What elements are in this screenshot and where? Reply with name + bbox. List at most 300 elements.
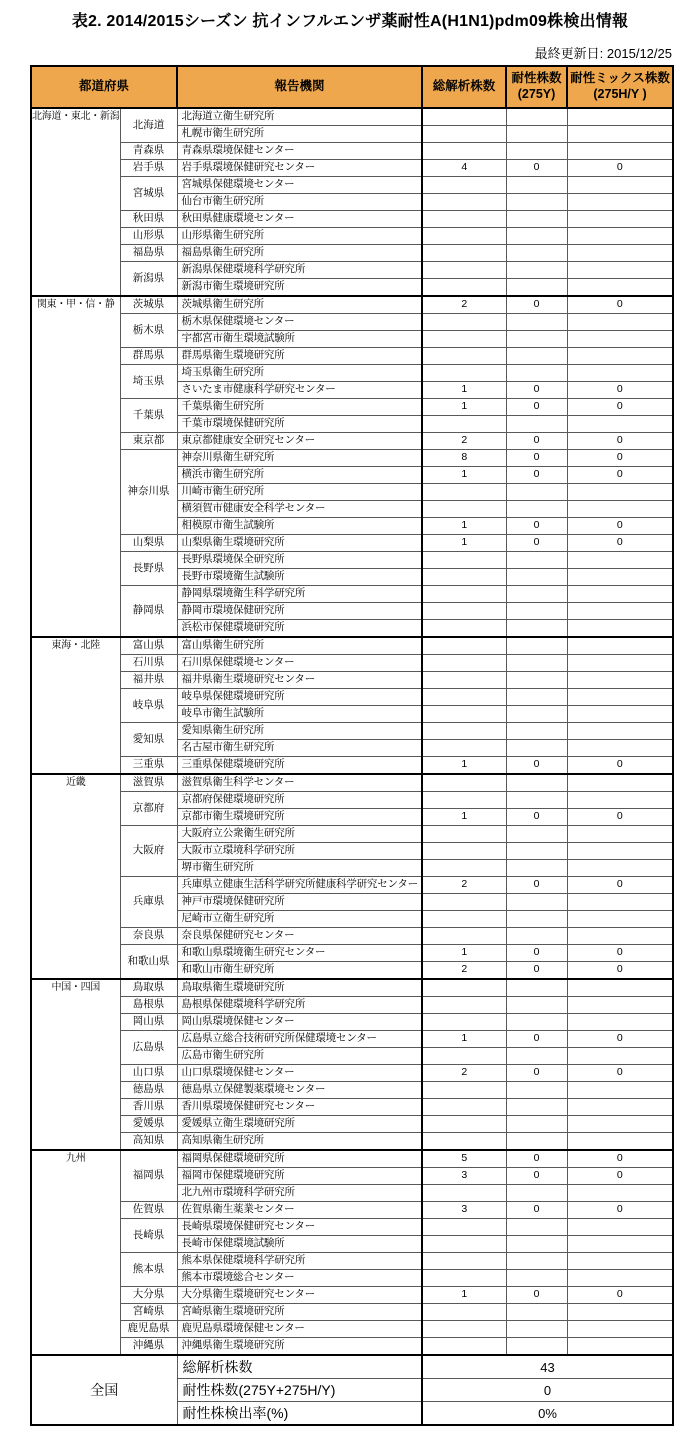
- table-row: [31, 1014, 673, 1031]
- prefecture-cell: 北海道: [120, 108, 177, 143]
- table-row: [31, 450, 673, 467]
- mix-strains-cell: [567, 1253, 673, 1270]
- total-strains-cell: 2: [422, 962, 506, 980]
- mix-strains-cell: [567, 552, 673, 569]
- prefecture-cell: 石川県: [120, 655, 177, 672]
- total-strains-cell: 1: [422, 757, 506, 775]
- institution-cell: 島根県保健環境科学研究所: [177, 997, 422, 1014]
- institution-cell: 札幌市衛生研究所: [177, 126, 422, 143]
- prefecture-cell: 福岡県: [120, 1150, 177, 1202]
- institution-cell: 浜松市保健環境研究所: [177, 620, 422, 638]
- total-strains-cell: [422, 1236, 506, 1253]
- resistant-strains-cell: [506, 1219, 567, 1236]
- resistant-strains-cell: 0: [506, 1202, 567, 1219]
- total-strains-cell: 2: [422, 433, 506, 450]
- resistant-strains-cell: [506, 1048, 567, 1065]
- resistant-strains-cell: 0: [506, 399, 567, 416]
- resistant-strains-cell: [506, 894, 567, 911]
- mix-strains-cell: 0: [567, 399, 673, 416]
- prefecture-cell: 東京都: [120, 433, 177, 450]
- mix-strains-cell: 0: [567, 757, 673, 775]
- mix-strains-cell: [567, 774, 673, 792]
- mix-strains-cell: [567, 1185, 673, 1202]
- prefecture-cell: 鳥取県: [120, 979, 177, 997]
- table-row: [31, 1304, 673, 1321]
- prefecture-cell: 富山県: [120, 637, 177, 655]
- resistant-strains-cell: [506, 416, 567, 433]
- mix-strains-cell: 0: [567, 535, 673, 552]
- institution-cell: 京都市衛生環境研究所: [177, 809, 422, 826]
- footer-row: [31, 1355, 673, 1379]
- total-strains-cell: [422, 228, 506, 245]
- total-strains-cell: 1: [422, 518, 506, 535]
- table-row: [31, 143, 673, 160]
- institution-cell: 山口県環境保健センター: [177, 1065, 422, 1082]
- resistant-strains-cell: [506, 365, 567, 382]
- mix-strains-cell: [567, 1133, 673, 1151]
- region-cell: 北海道・東北・新潟: [31, 108, 120, 296]
- prefecture-cell: 岩手県: [120, 160, 177, 177]
- prefecture-cell: 熊本県: [120, 1253, 177, 1287]
- institution-cell: 宇都宮市衛生環境試験所: [177, 331, 422, 348]
- mix-strains-cell: [567, 1304, 673, 1321]
- total-strains-cell: [422, 1304, 506, 1321]
- institution-cell: 相模原市衛生試験所: [177, 518, 422, 535]
- institution-cell: 群馬県衛生環境研究所: [177, 348, 422, 365]
- mix-strains-cell: [567, 569, 673, 586]
- mix-strains-cell: [567, 1321, 673, 1338]
- total-strains-cell: [422, 331, 506, 348]
- prefecture-cell: 香川県: [120, 1099, 177, 1116]
- mix-strains-cell: [567, 1082, 673, 1099]
- header-mix: 耐性ミックス株数 (275H/Y ): [567, 66, 673, 108]
- total-strains-cell: [422, 177, 506, 194]
- total-strains-cell: 2: [422, 1065, 506, 1082]
- region-cell: 東海・北陸: [31, 637, 120, 774]
- mix-strains-cell: [567, 194, 673, 211]
- mix-strains-cell: 0: [567, 382, 673, 399]
- table-row: [31, 348, 673, 365]
- institution-cell: 和歌山市衛生研究所: [177, 962, 422, 980]
- institution-cell: 兵庫県立健康生活科学研究所健康科学研究センター: [177, 877, 422, 894]
- resistant-strains-cell: [506, 228, 567, 245]
- total-strains-cell: [422, 126, 506, 143]
- institution-cell: 福岡市保健環境研究所: [177, 1168, 422, 1185]
- national-total-label: 全国: [31, 1355, 177, 1425]
- table-row: [31, 1287, 673, 1304]
- total-strains-cell: [422, 484, 506, 501]
- institution-cell: 熊本県保健環境科学研究所: [177, 1253, 422, 1270]
- institution-cell: 仙台市衛生研究所: [177, 194, 422, 211]
- mix-strains-cell: [567, 348, 673, 365]
- table-row: [31, 552, 673, 569]
- total-strains-cell: 3: [422, 1168, 506, 1185]
- resistant-strains-cell: [506, 245, 567, 262]
- table-row: [31, 792, 673, 809]
- resistant-strains-cell: 0: [506, 809, 567, 826]
- table-row: [31, 399, 673, 416]
- total-strains-cell: [422, 672, 506, 689]
- resistant-strains-cell: [506, 1236, 567, 1253]
- mix-strains-cell: [567, 826, 673, 843]
- total-strains-cell: [422, 143, 506, 160]
- institution-cell: 岩手県環境保健研究センター: [177, 160, 422, 177]
- resistant-strains-cell: [506, 706, 567, 723]
- institution-cell: 堺市衛生研究所: [177, 860, 422, 877]
- table-row: [31, 1099, 673, 1116]
- header-institution: 報告機関: [177, 66, 422, 108]
- total-strains-cell: [422, 689, 506, 706]
- resistant-strains-cell: [506, 1082, 567, 1099]
- total-strains-cell: [422, 706, 506, 723]
- resistant-strains-cell: [506, 552, 567, 569]
- mix-strains-cell: [567, 672, 673, 689]
- prefecture-cell: 茨城県: [120, 296, 177, 314]
- table-row: [31, 877, 673, 894]
- resistant-strains-cell: 0: [506, 1287, 567, 1304]
- table-row: [31, 1116, 673, 1133]
- mix-strains-cell: [567, 637, 673, 655]
- institution-cell: 新潟県保健環境科学研究所: [177, 262, 422, 279]
- table-row: [31, 1202, 673, 1219]
- prefecture-cell: 愛媛県: [120, 1116, 177, 1133]
- prefecture-cell: 静岡県: [120, 586, 177, 638]
- mix-strains-cell: [567, 1099, 673, 1116]
- total-strains-cell: [422, 894, 506, 911]
- mix-strains-cell: [567, 1236, 673, 1253]
- total-strains-cell: [422, 501, 506, 518]
- prefecture-cell: 千葉県: [120, 399, 177, 433]
- institution-cell: 岐阜市衛生試験所: [177, 706, 422, 723]
- table-row: [31, 314, 673, 331]
- institution-cell: 宮崎県衛生環境研究所: [177, 1304, 422, 1321]
- resistant-strains-cell: [506, 348, 567, 365]
- resistant-strains-cell: 0: [506, 1168, 567, 1185]
- institution-cell: 山形県衛生研究所: [177, 228, 422, 245]
- institution-cell: 名古屋市衛生研究所: [177, 740, 422, 757]
- institution-cell: 三重県保健環境研究所: [177, 757, 422, 775]
- institution-cell: 広島市衛生研究所: [177, 1048, 422, 1065]
- resistant-strains-cell: [506, 569, 567, 586]
- resistant-strains-cell: [506, 108, 567, 126]
- institution-cell: 大分県衛生環境研究センター: [177, 1287, 422, 1304]
- institution-cell: 滋賀県衛生科学センター: [177, 774, 422, 792]
- region-cell: 中国・四国: [31, 979, 120, 1150]
- resistant-strains-cell: [506, 1133, 567, 1151]
- mix-strains-cell: 0: [567, 160, 673, 177]
- prefecture-cell: 山形県: [120, 228, 177, 245]
- total-strains-cell: [422, 826, 506, 843]
- prefecture-cell: 埼玉県: [120, 365, 177, 399]
- footer-metric-label: 耐性株数(275Y+275H/Y): [177, 1379, 422, 1402]
- total-strains-cell: 4: [422, 160, 506, 177]
- table-header: [31, 66, 673, 108]
- region-cell: 関東・甲・信・静: [31, 296, 120, 637]
- table-row: [31, 1219, 673, 1236]
- table-row: [31, 1150, 673, 1168]
- mix-strains-cell: [567, 314, 673, 331]
- total-strains-cell: 3: [422, 1202, 506, 1219]
- mix-strains-cell: [567, 245, 673, 262]
- resistant-strains-cell: [506, 211, 567, 228]
- prefecture-cell: 大阪府: [120, 826, 177, 877]
- prefecture-cell: 福島県: [120, 245, 177, 262]
- total-strains-cell: [422, 1338, 506, 1356]
- resistant-strains-cell: 0: [506, 518, 567, 535]
- resistant-strains-cell: 0: [506, 433, 567, 450]
- mix-strains-cell: 0: [567, 1150, 673, 1168]
- resistant-strains-cell: [506, 1116, 567, 1133]
- mix-strains-cell: 0: [567, 433, 673, 450]
- table-row: [31, 433, 673, 450]
- resistant-strains-cell: 0: [506, 450, 567, 467]
- institution-cell: 埼玉県衛生研究所: [177, 365, 422, 382]
- mix-strains-cell: 0: [567, 1065, 673, 1082]
- institution-cell: 北海道立衛生研究所: [177, 108, 422, 126]
- total-strains-cell: 8: [422, 450, 506, 467]
- footer-metric-value: 0%: [422, 1402, 673, 1426]
- page-title: 表2. 2014/2015シーズン 抗インフルエンザ薬耐性A(H1N1)pdm09株検出情報: [71, 13, 629, 30]
- institution-cell: 福岡県保健環境研究所: [177, 1150, 422, 1168]
- total-strains-cell: [422, 416, 506, 433]
- prefecture-cell: 佐賀県: [120, 1202, 177, 1219]
- resistant-strains-cell: [506, 194, 567, 211]
- mix-strains-cell: [567, 706, 673, 723]
- mix-strains-cell: 0: [567, 1287, 673, 1304]
- table-row: [31, 637, 673, 655]
- mix-strains-cell: [567, 1014, 673, 1031]
- resistant-strains-cell: [506, 723, 567, 740]
- table-row: [31, 774, 673, 792]
- table-row: [31, 689, 673, 706]
- prefecture-cell: 神奈川県: [120, 450, 177, 535]
- institution-cell: 和歌山県環境衛生研究センター: [177, 945, 422, 962]
- institution-cell: 岡山県環境保健センター: [177, 1014, 422, 1031]
- mix-strains-cell: 0: [567, 467, 673, 484]
- prefecture-cell: 沖縄県: [120, 1338, 177, 1356]
- table-row: [31, 672, 673, 689]
- footer-metric-value: 43: [422, 1355, 673, 1379]
- mix-strains-cell: [567, 1338, 673, 1356]
- total-strains-cell: [422, 740, 506, 757]
- header-prefecture: 都道府県: [31, 66, 177, 108]
- mix-strains-cell: [567, 894, 673, 911]
- resistant-strains-cell: [506, 1099, 567, 1116]
- institution-cell: 鳥取県衛生環境研究所: [177, 979, 422, 997]
- prefecture-cell: 三重県: [120, 757, 177, 775]
- resistant-strains-cell: [506, 774, 567, 792]
- total-strains-cell: [422, 586, 506, 603]
- prefecture-cell: 徳島県: [120, 1082, 177, 1099]
- mix-strains-cell: [567, 1048, 673, 1065]
- total-strains-cell: 1: [422, 945, 506, 962]
- mix-strains-cell: 0: [567, 809, 673, 826]
- total-strains-cell: [422, 1270, 506, 1287]
- total-strains-cell: [422, 1253, 506, 1270]
- resistant-strains-cell: [506, 620, 567, 638]
- institution-cell: 山梨県衛生環境研究所: [177, 535, 422, 552]
- institution-cell: 奈良県保健研究センター: [177, 928, 422, 945]
- prefecture-cell: 新潟県: [120, 262, 177, 297]
- resistant-strains-cell: [506, 586, 567, 603]
- total-strains-cell: 1: [422, 809, 506, 826]
- mix-strains-cell: [567, 143, 673, 160]
- mix-strains-cell: [567, 501, 673, 518]
- institution-cell: 静岡県環境衛生科学研究所: [177, 586, 422, 603]
- prefecture-cell: 奈良県: [120, 928, 177, 945]
- institution-cell: 徳島県立保健製薬環境センター: [177, 1082, 422, 1099]
- prefecture-cell: 鹿児島県: [120, 1321, 177, 1338]
- prefecture-cell: 宮城県: [120, 177, 177, 211]
- resistant-strains-cell: [506, 979, 567, 997]
- institution-cell: 北九州市環境科学研究所: [177, 1185, 422, 1202]
- total-strains-cell: [422, 279, 506, 297]
- table-row: [31, 826, 673, 843]
- total-strains-cell: [422, 997, 506, 1014]
- institution-cell: 東京都健康安全研究センター: [177, 433, 422, 450]
- table-row: [31, 1321, 673, 1338]
- total-strains-cell: [422, 843, 506, 860]
- total-strains-cell: [422, 928, 506, 945]
- institution-cell: 香川県環境保健研究センター: [177, 1099, 422, 1116]
- institution-cell: 福島県衛生研究所: [177, 245, 422, 262]
- institution-cell: 秋田県健康環境センター: [177, 211, 422, 228]
- prefecture-cell: 岡山県: [120, 1014, 177, 1031]
- footer-metric-label: 総解析株数: [177, 1355, 422, 1379]
- table-row: [31, 535, 673, 552]
- prefecture-cell: 栃木県: [120, 314, 177, 348]
- resistant-strains-cell: [506, 1304, 567, 1321]
- total-strains-cell: [422, 108, 506, 126]
- total-strains-cell: [422, 723, 506, 740]
- total-strains-cell: [422, 1116, 506, 1133]
- prefecture-cell: 秋田県: [120, 211, 177, 228]
- total-strains-cell: [422, 1099, 506, 1116]
- resistant-strains-cell: [506, 655, 567, 672]
- resistant-strains-cell: [506, 279, 567, 297]
- mix-strains-cell: [567, 279, 673, 297]
- mix-strains-cell: 0: [567, 1168, 673, 1185]
- institution-cell: 鹿児島県環境保健センター: [177, 1321, 422, 1338]
- prefecture-cell: 兵庫県: [120, 877, 177, 928]
- prefecture-cell: 和歌山県: [120, 945, 177, 980]
- mix-strains-cell: [567, 740, 673, 757]
- total-strains-cell: 2: [422, 296, 506, 314]
- total-strains-cell: [422, 194, 506, 211]
- resistant-strains-cell: 0: [506, 877, 567, 894]
- institution-cell: 青森県環境保健センター: [177, 143, 422, 160]
- institution-cell: 石川県保健環境センター: [177, 655, 422, 672]
- resistant-strains-cell: [506, 603, 567, 620]
- prefecture-cell: 山口県: [120, 1065, 177, 1082]
- institution-cell: 京都府保健環境研究所: [177, 792, 422, 809]
- mix-strains-cell: [567, 1219, 673, 1236]
- total-strains-cell: [422, 655, 506, 672]
- total-strains-cell: [422, 1321, 506, 1338]
- institution-cell: 熊本市環境総合センター: [177, 1270, 422, 1287]
- total-strains-cell: [422, 774, 506, 792]
- prefecture-cell: 群馬県: [120, 348, 177, 365]
- institution-cell: 長野市環境衛生試験所: [177, 569, 422, 586]
- mix-strains-cell: 0: [567, 450, 673, 467]
- mix-strains-cell: [567, 603, 673, 620]
- mix-strains-cell: 0: [567, 518, 673, 535]
- mix-strains-cell: [567, 1270, 673, 1287]
- resistant-strains-cell: 0: [506, 296, 567, 314]
- institution-cell: 栃木県保健環境センター: [177, 314, 422, 331]
- mix-strains-cell: [567, 228, 673, 245]
- institution-cell: 岐阜県保健環境研究所: [177, 689, 422, 706]
- mix-strains-cell: [567, 262, 673, 279]
- institution-cell: 沖縄県衛生環境研究所: [177, 1338, 422, 1356]
- resistant-strains-cell: [506, 672, 567, 689]
- institution-cell: 大阪府立公衆衛生研究所: [177, 826, 422, 843]
- mix-strains-cell: [567, 586, 673, 603]
- total-strains-cell: [422, 1048, 506, 1065]
- total-strains-cell: [422, 365, 506, 382]
- total-strains-cell: 1: [422, 1031, 506, 1048]
- total-strains-cell: [422, 1014, 506, 1031]
- total-strains-cell: 1: [422, 1287, 506, 1304]
- last-updated-label: 最終更新日:: [534, 46, 604, 61]
- institution-cell: 福井県衛生環境研究センター: [177, 672, 422, 689]
- resistant-strains-cell: 0: [506, 962, 567, 980]
- mix-strains-cell: [567, 416, 673, 433]
- total-strains-cell: 1: [422, 399, 506, 416]
- prefecture-cell: 長崎県: [120, 1219, 177, 1253]
- table-row: [31, 160, 673, 177]
- total-strains-cell: 1: [422, 382, 506, 399]
- mix-strains-cell: [567, 177, 673, 194]
- institution-cell: 千葉県衛生研究所: [177, 399, 422, 416]
- resistant-strains-cell: [506, 314, 567, 331]
- table-row: [31, 108, 673, 126]
- resistant-strains-cell: [506, 331, 567, 348]
- resistant-strains-cell: 0: [506, 757, 567, 775]
- mix-strains-cell: [567, 211, 673, 228]
- mix-strains-cell: 0: [567, 945, 673, 962]
- region-cell: 九州: [31, 1150, 120, 1355]
- prefecture-cell: 高知県: [120, 1133, 177, 1151]
- last-updated-date: 2015/12/25: [606, 46, 672, 61]
- table-row: [31, 211, 673, 228]
- resistant-strains-cell: [506, 126, 567, 143]
- resistant-strains-cell: [506, 1321, 567, 1338]
- institution-cell: 長崎県環境保健研究センター: [177, 1219, 422, 1236]
- prefecture-cell: 広島県: [120, 1031, 177, 1065]
- resistant-strains-cell: [506, 637, 567, 655]
- total-strains-cell: 2: [422, 877, 506, 894]
- resistant-strains-cell: [506, 1014, 567, 1031]
- resistant-strains-cell: [506, 997, 567, 1014]
- prefecture-cell: 岐阜県: [120, 689, 177, 723]
- mix-strains-cell: [567, 331, 673, 348]
- table-row: [31, 262, 673, 279]
- mix-strains-cell: [567, 979, 673, 997]
- mix-strains-cell: [567, 997, 673, 1014]
- total-strains-cell: [422, 552, 506, 569]
- table-row: [31, 1065, 673, 1082]
- resistant-strains-cell: 0: [506, 382, 567, 399]
- table-footer: [31, 1355, 673, 1425]
- mix-strains-cell: [567, 792, 673, 809]
- mix-strains-cell: [567, 860, 673, 877]
- resistant-strains-cell: [506, 1338, 567, 1356]
- resistant-strains-cell: [506, 262, 567, 279]
- table-row: [31, 1082, 673, 1099]
- table-row: [31, 1253, 673, 1270]
- resistant-strains-cell: [506, 928, 567, 945]
